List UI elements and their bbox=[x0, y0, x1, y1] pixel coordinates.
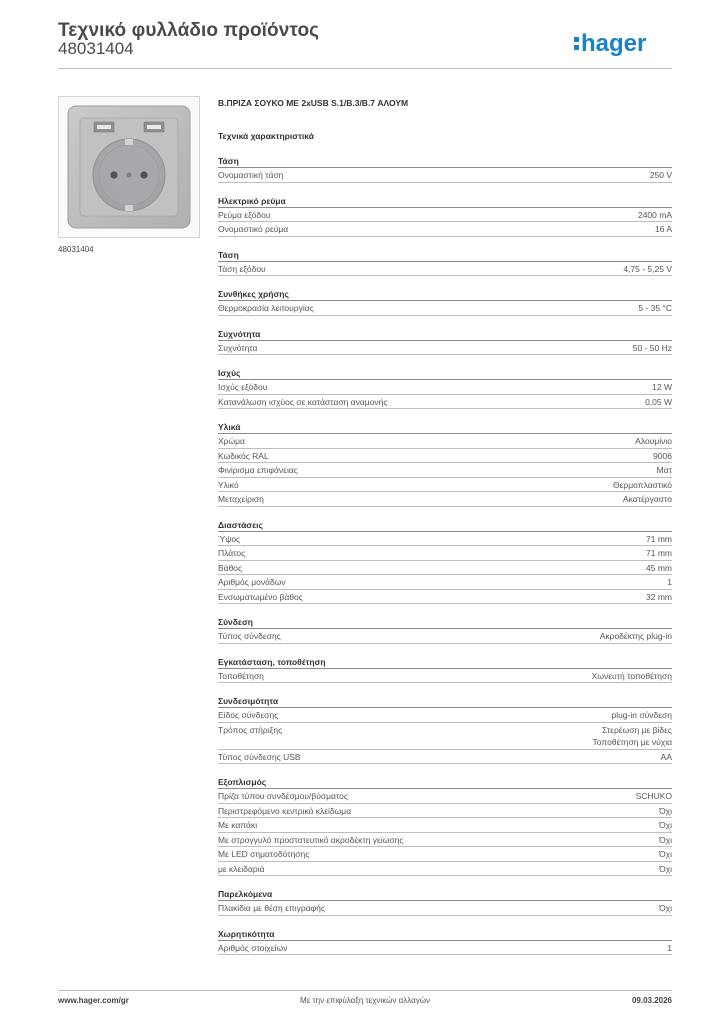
spec-value-line: Όχι bbox=[659, 820, 672, 830]
spec-group-title: Τάση bbox=[218, 155, 672, 168]
spec-label: Υλικό bbox=[218, 479, 239, 490]
spec-label: Με LED σηματοδότησης bbox=[218, 849, 310, 859]
spec-row bbox=[218, 804, 672, 819]
spec-group bbox=[218, 928, 672, 956]
spec-value bbox=[659, 848, 672, 861]
spec-value bbox=[646, 547, 672, 560]
spec-value-line: Όχι bbox=[659, 903, 672, 913]
spec-value-line: Αλουμίνιο bbox=[635, 436, 672, 446]
spec-value bbox=[659, 863, 672, 876]
spec-label: Μεταχείριση bbox=[218, 494, 264, 504]
spec-value-line: Ακροδέκτης plug-in bbox=[599, 631, 672, 641]
spec-row bbox=[218, 463, 672, 478]
spec-value bbox=[659, 819, 672, 832]
spec-group-title: Παρελκόμενα bbox=[218, 888, 672, 901]
spec-row bbox=[218, 222, 672, 237]
document-header bbox=[58, 20, 672, 68]
spec-value-line: 12 W bbox=[652, 382, 672, 392]
spec-group-title: Ισχύς bbox=[218, 367, 672, 380]
spec-value-line: 2400 mA bbox=[637, 209, 672, 220]
spec-label: Πλακίδια με θέση επιγραφής bbox=[218, 903, 325, 913]
spec-row bbox=[218, 380, 672, 395]
spec-value-line: 250 V bbox=[649, 170, 672, 180]
spec-row bbox=[218, 833, 672, 848]
spec-group-title: Τάση bbox=[218, 249, 672, 262]
spec-value-line: 5 - 35 °C bbox=[638, 303, 672, 313]
spec-row bbox=[218, 301, 672, 316]
spec-label: Ονομαστικό ρεύμα bbox=[218, 224, 289, 234]
spec-group bbox=[218, 328, 672, 356]
document-product-code: 48031404 bbox=[58, 39, 134, 58]
schuko-usb-socket-illustration bbox=[59, 97, 199, 237]
spec-label: Τοποθέτηση bbox=[218, 670, 264, 681]
spec-group-title: Ηλεκτρικό ρεύμα bbox=[218, 195, 672, 208]
spec-row bbox=[218, 723, 672, 750]
spec-label: Ισχύς εξόδου bbox=[218, 382, 268, 392]
spec-group-title: Συνθήκες χρήσης bbox=[218, 288, 672, 301]
spec-row bbox=[218, 629, 672, 644]
spec-value bbox=[661, 751, 672, 764]
spec-row bbox=[218, 708, 672, 723]
spec-value bbox=[636, 790, 672, 803]
spec-value-line: 71 mm bbox=[646, 533, 672, 544]
spec-group bbox=[218, 695, 672, 764]
spec-value-line: 1 bbox=[667, 577, 672, 587]
spec-value bbox=[650, 169, 672, 182]
specification-content bbox=[218, 97, 672, 955]
spec-row bbox=[218, 847, 672, 862]
spec-value-line: Θερμοπλαστικό bbox=[612, 479, 672, 490]
spec-row bbox=[218, 168, 672, 183]
spec-value bbox=[623, 263, 672, 276]
spec-group bbox=[218, 249, 672, 277]
spec-row bbox=[218, 941, 672, 956]
spec-row bbox=[218, 341, 672, 356]
spec-row bbox=[218, 546, 672, 561]
spec-label: Με καπάκι bbox=[218, 820, 258, 830]
spec-value-line: Ματ bbox=[656, 465, 672, 475]
spec-row bbox=[218, 901, 672, 916]
spec-row bbox=[218, 590, 672, 605]
spec-group-title: Χωρητικότητα bbox=[218, 928, 672, 941]
spec-value-line: plug-in σύνδεση bbox=[611, 710, 672, 720]
spec-group-title: Υλικά bbox=[218, 421, 672, 434]
spec-value bbox=[592, 670, 672, 683]
spec-value-line: 50 - 50 Hz bbox=[632, 342, 672, 353]
spec-value bbox=[645, 396, 672, 409]
product-image-caption: 48031404 bbox=[58, 245, 94, 254]
spec-label: Θερμοκρασία λειτουργίας bbox=[218, 303, 314, 313]
spec-group-title: Εξοπλισμός bbox=[218, 776, 672, 789]
spec-label: Με στρογγυλό προστατευτικό ακροδέκτη γείωσης bbox=[218, 834, 404, 845]
spec-label: Κατανάλωση ισχύος σε κατάσταση αναμονής bbox=[218, 396, 388, 407]
spec-row bbox=[218, 750, 672, 765]
spec-value bbox=[638, 302, 672, 315]
spec-group-title: Διαστάσεις bbox=[218, 519, 672, 532]
spec-value bbox=[623, 493, 672, 506]
spec-label: Τύπος σύνδεσης USB bbox=[218, 751, 301, 762]
spec-value-line: Όχι bbox=[659, 863, 672, 874]
logo-wordmark: hager bbox=[581, 30, 647, 57]
spec-value-line: 71 mm bbox=[646, 548, 672, 558]
hager-logo bbox=[572, 28, 672, 60]
spec-group bbox=[218, 288, 672, 316]
spec-label: Κωδικός RAL bbox=[218, 450, 269, 461]
spec-row bbox=[218, 669, 672, 684]
spec-label: Τύπος σύνδεσης bbox=[218, 631, 281, 641]
spec-group bbox=[218, 155, 672, 183]
spec-group-title: Συνδεσιμότητα bbox=[218, 695, 672, 708]
spec-group bbox=[218, 616, 672, 644]
spec-row bbox=[218, 789, 672, 804]
spec-value bbox=[659, 834, 672, 847]
spec-value-line: Ακατέργαστο bbox=[622, 494, 672, 504]
spec-value bbox=[652, 381, 672, 394]
spec-label: Πρίζα τύπου συνδέσμου/βύσματος bbox=[218, 791, 349, 801]
spec-label: Βάθος bbox=[218, 562, 243, 573]
spec-label: Πλάτος bbox=[218, 548, 246, 558]
spec-label: Περιστρεφόμενο κεντρικό κλείδωμα bbox=[218, 805, 352, 816]
spec-groups bbox=[218, 155, 672, 955]
footer-disclaimer: Με την επιφύλαξη τεχνικών αλλαγών bbox=[300, 996, 430, 1005]
spec-label: Τρόπος στήριξης bbox=[218, 724, 283, 735]
spec-row bbox=[218, 262, 672, 277]
spec-value-line: 16 A bbox=[654, 224, 672, 234]
spec-value-line: SCHUKO bbox=[635, 791, 672, 801]
spec-value bbox=[657, 464, 672, 477]
spec-value-line: Χωνευτή τοποθέτηση bbox=[591, 670, 672, 681]
spec-group bbox=[218, 888, 672, 916]
spec-value bbox=[633, 342, 672, 355]
spec-row bbox=[218, 449, 672, 464]
spec-label: Φινίρισμα επιφάνειας bbox=[218, 465, 298, 475]
spec-value bbox=[667, 942, 672, 955]
spec-row bbox=[218, 862, 672, 877]
spec-group bbox=[218, 656, 672, 684]
spec-label: Χρώμα bbox=[218, 436, 245, 446]
spec-value bbox=[638, 209, 672, 222]
spec-group-title: Εγκατάσταση, τοποθέτηση bbox=[218, 656, 672, 669]
spec-value bbox=[653, 450, 672, 463]
product-image bbox=[58, 96, 200, 238]
spec-label: με κλειδαριά bbox=[218, 863, 265, 874]
document-footer bbox=[58, 996, 672, 1010]
spec-group bbox=[218, 421, 672, 507]
spec-value-line: 9006 bbox=[653, 450, 672, 461]
spec-value bbox=[646, 533, 672, 546]
spec-group bbox=[218, 367, 672, 409]
spec-row bbox=[218, 395, 672, 410]
spec-row bbox=[218, 575, 672, 590]
spec-value-line: Στερέωση με βίδες bbox=[601, 724, 672, 735]
spec-value-line: 1 bbox=[667, 942, 672, 953]
spec-row bbox=[218, 208, 672, 223]
header-divider bbox=[58, 68, 672, 69]
spec-value-line: 32 mm bbox=[646, 591, 672, 602]
spec-label: Αριθμός μονάδων bbox=[218, 577, 286, 587]
spec-value bbox=[659, 902, 672, 915]
spec-group bbox=[218, 776, 672, 876]
spec-row bbox=[218, 492, 672, 507]
specifications-heading: Τεχνικά χαρακτηριστικά bbox=[218, 131, 314, 141]
spec-value bbox=[600, 630, 672, 643]
spec-row bbox=[218, 478, 672, 493]
spec-label: Ενσωματωμένο βάθος bbox=[218, 591, 303, 602]
spec-row bbox=[218, 532, 672, 547]
spec-value bbox=[635, 435, 672, 448]
spec-value-line: AA bbox=[660, 751, 672, 762]
spec-value bbox=[593, 724, 672, 749]
spec-group-title: Συχνότητα bbox=[218, 328, 672, 341]
spec-value-line: Όχι bbox=[659, 805, 672, 816]
spec-value bbox=[613, 479, 672, 492]
spec-group bbox=[218, 195, 672, 237]
spec-value bbox=[646, 562, 672, 575]
spec-group-title: Σύνδεση bbox=[218, 616, 672, 629]
spec-value-line: 0,05 W bbox=[645, 396, 672, 407]
spec-label: Ονομαστική τάση bbox=[218, 170, 284, 180]
spec-value-line: 45 mm bbox=[646, 562, 672, 573]
spec-label: Είδος σύνδεσης bbox=[218, 710, 279, 720]
spec-value bbox=[611, 709, 672, 722]
product-name: Β.ΠΡΙΖΑ ΣΟΥΚΟ ΜΕ 2xUSB S.1/B.3/B.7 ΑΛΟΥΜ bbox=[218, 98, 409, 108]
spec-label: Αριθμός στοιχείων bbox=[218, 942, 288, 953]
spec-label: Ύψος bbox=[218, 533, 241, 544]
spec-value bbox=[659, 805, 672, 818]
spec-row bbox=[218, 561, 672, 576]
spec-value bbox=[655, 223, 672, 236]
footer-divider bbox=[58, 990, 672, 991]
spec-row bbox=[218, 818, 672, 833]
spec-value bbox=[646, 591, 672, 604]
footer-website: www.hager.com/gr bbox=[58, 996, 129, 1005]
spec-value-line: Τοποθέτηση με νύχια bbox=[592, 737, 672, 747]
spec-row bbox=[218, 434, 672, 449]
spec-value-line: Όχι bbox=[659, 834, 672, 845]
spec-label: Ρεύμα εξόδου bbox=[218, 209, 271, 220]
spec-group bbox=[218, 519, 672, 605]
spec-value-line: 4,75 - 5,25 V bbox=[623, 263, 672, 274]
document-title: Τεχνικό φυλλάδιο προϊόντος bbox=[58, 20, 320, 41]
spec-value bbox=[667, 576, 672, 589]
footer-date: 09.03.2026 bbox=[631, 996, 672, 1005]
spec-value-line: Όχι bbox=[659, 849, 672, 859]
spec-label: Συχνότητα bbox=[218, 342, 258, 353]
spec-label: Τάση εξόδου bbox=[218, 263, 266, 274]
